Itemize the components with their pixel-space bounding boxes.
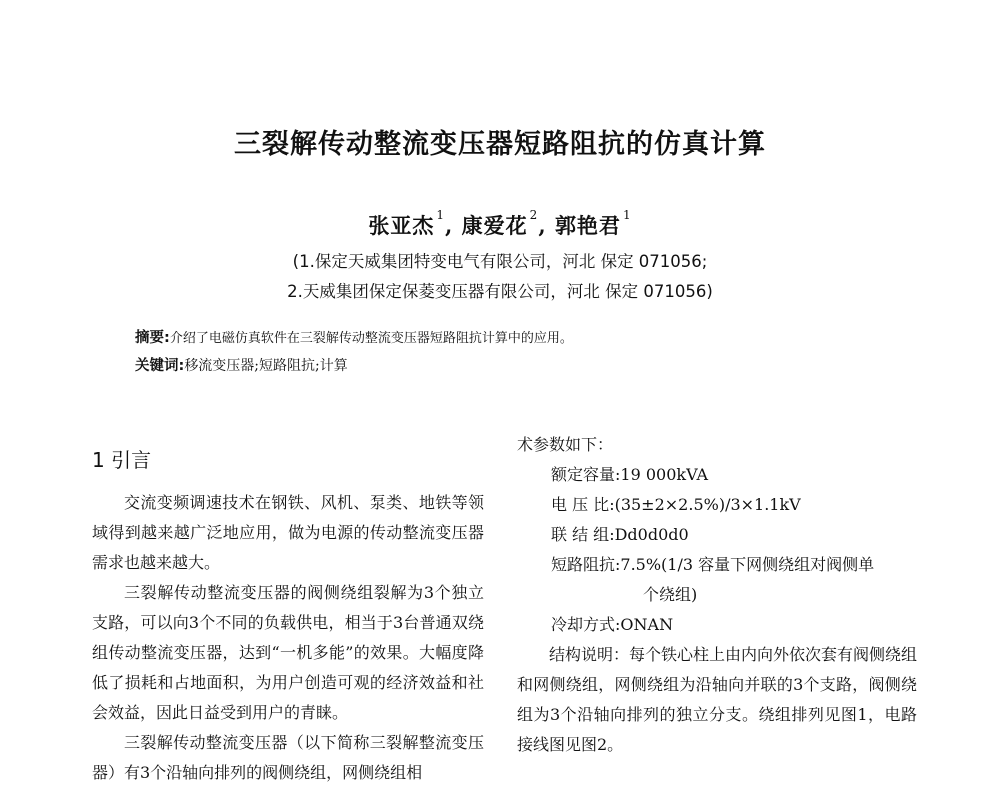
param-label: 联 结 组 — [551, 525, 610, 544]
body-paragraph: 三裂解传动整流变压器的阀侧绕组裂解为3个独立支路，可以向3个不同的负载供电，相当于3台普通双绕组传动整流变压器，达到“一机多能”的效果。大幅度降低了损耗和占地面积，为用户创造可观的经济效益和社会效益，因此日益受到用户的青睐。 — [92, 583, 484, 722]
param-separator: : — [615, 465, 621, 484]
right-column — [517, 430, 917, 760]
param-row — [517, 490, 917, 520]
author-affil-mark: 1 — [436, 208, 446, 222]
abstract-label: 摘要: — [135, 330, 170, 346]
keywords-label: 关键词: — [135, 358, 185, 374]
affiliation-line: (1.保定天威集团特变电气有限公司，河北 保定 071056; — [292, 252, 708, 271]
param-continuation: 个绕组) — [643, 585, 698, 604]
author-separator: , — [538, 213, 547, 238]
param-value: 7.5%(1/3 容量下网侧绕组对阀侧单 — [620, 555, 875, 574]
body-paragraph: 交流变频调速技术在钢铁、风机、泵类、地铁等领域得到越来越广泛地应用，做为电源的传动整流变压器需求也越来越大。 — [92, 493, 484, 572]
param-separator: : — [615, 615, 621, 634]
param-label: 冷却方式 — [551, 615, 616, 634]
paper-title: 三裂解传动整流变压器短路阻抗的仿真计算 — [234, 129, 766, 160]
param-row — [517, 520, 917, 550]
param-value: 19 000kVA — [620, 465, 709, 484]
keywords — [135, 354, 348, 375]
section-heading: 1 引言 — [92, 448, 152, 472]
author-name: 张亚杰 — [368, 213, 435, 238]
author-name: 郭艳君 — [554, 213, 621, 238]
keywords-text: 移流变压器;短路阻抗;计算 — [184, 358, 348, 374]
author-affil-mark: 1 — [622, 208, 632, 222]
author-name: 康爱花 — [461, 213, 528, 238]
param-value: ONAN — [620, 615, 674, 634]
body-paragraph: 三裂解传动整流变压器（以下简称三裂解整流变压器）有3个沿轴向排列的阀侧绕组，网侧绕组相 — [92, 733, 484, 782]
params-intro: 术参数如下： — [517, 435, 614, 454]
author-separator: , — [445, 213, 454, 238]
param-label: 短路阻抗 — [551, 555, 616, 574]
param-separator: : — [615, 555, 621, 574]
left-column — [92, 488, 484, 788]
affiliation-line: 2.天威集团保定保菱变压器有限公司，河北 保定 071056) — [287, 282, 713, 301]
structure-description: 结构说明：每个铁心柱上由内向外依次套有阀侧绕组和网侧绕组，网侧绕组为沿轴向并联的3个支路，阀侧绕组为3个沿轴向排列的独立分支。绕组排列见图1，电路接线图见图2。 — [517, 645, 918, 754]
param-value: Dd0d0d0 — [614, 525, 689, 544]
author-affil-mark: 2 — [529, 208, 539, 222]
param-value: (35±2×2.5%)/3×1.1kV — [614, 495, 801, 514]
param-row — [517, 610, 917, 640]
param-row — [517, 460, 917, 490]
abstract-text: 介绍了电磁仿真软件在三裂解传动整流变压器短路阻抗计算中的应用。 — [169, 331, 573, 346]
param-separator: : — [609, 495, 615, 514]
param-label: 额定容量 — [551, 465, 616, 484]
author-list — [0, 210, 1000, 240]
param-separator: : — [609, 525, 615, 544]
abstract — [135, 326, 573, 347]
param-label: 电 压 比 — [551, 495, 610, 514]
param-row — [517, 550, 917, 580]
